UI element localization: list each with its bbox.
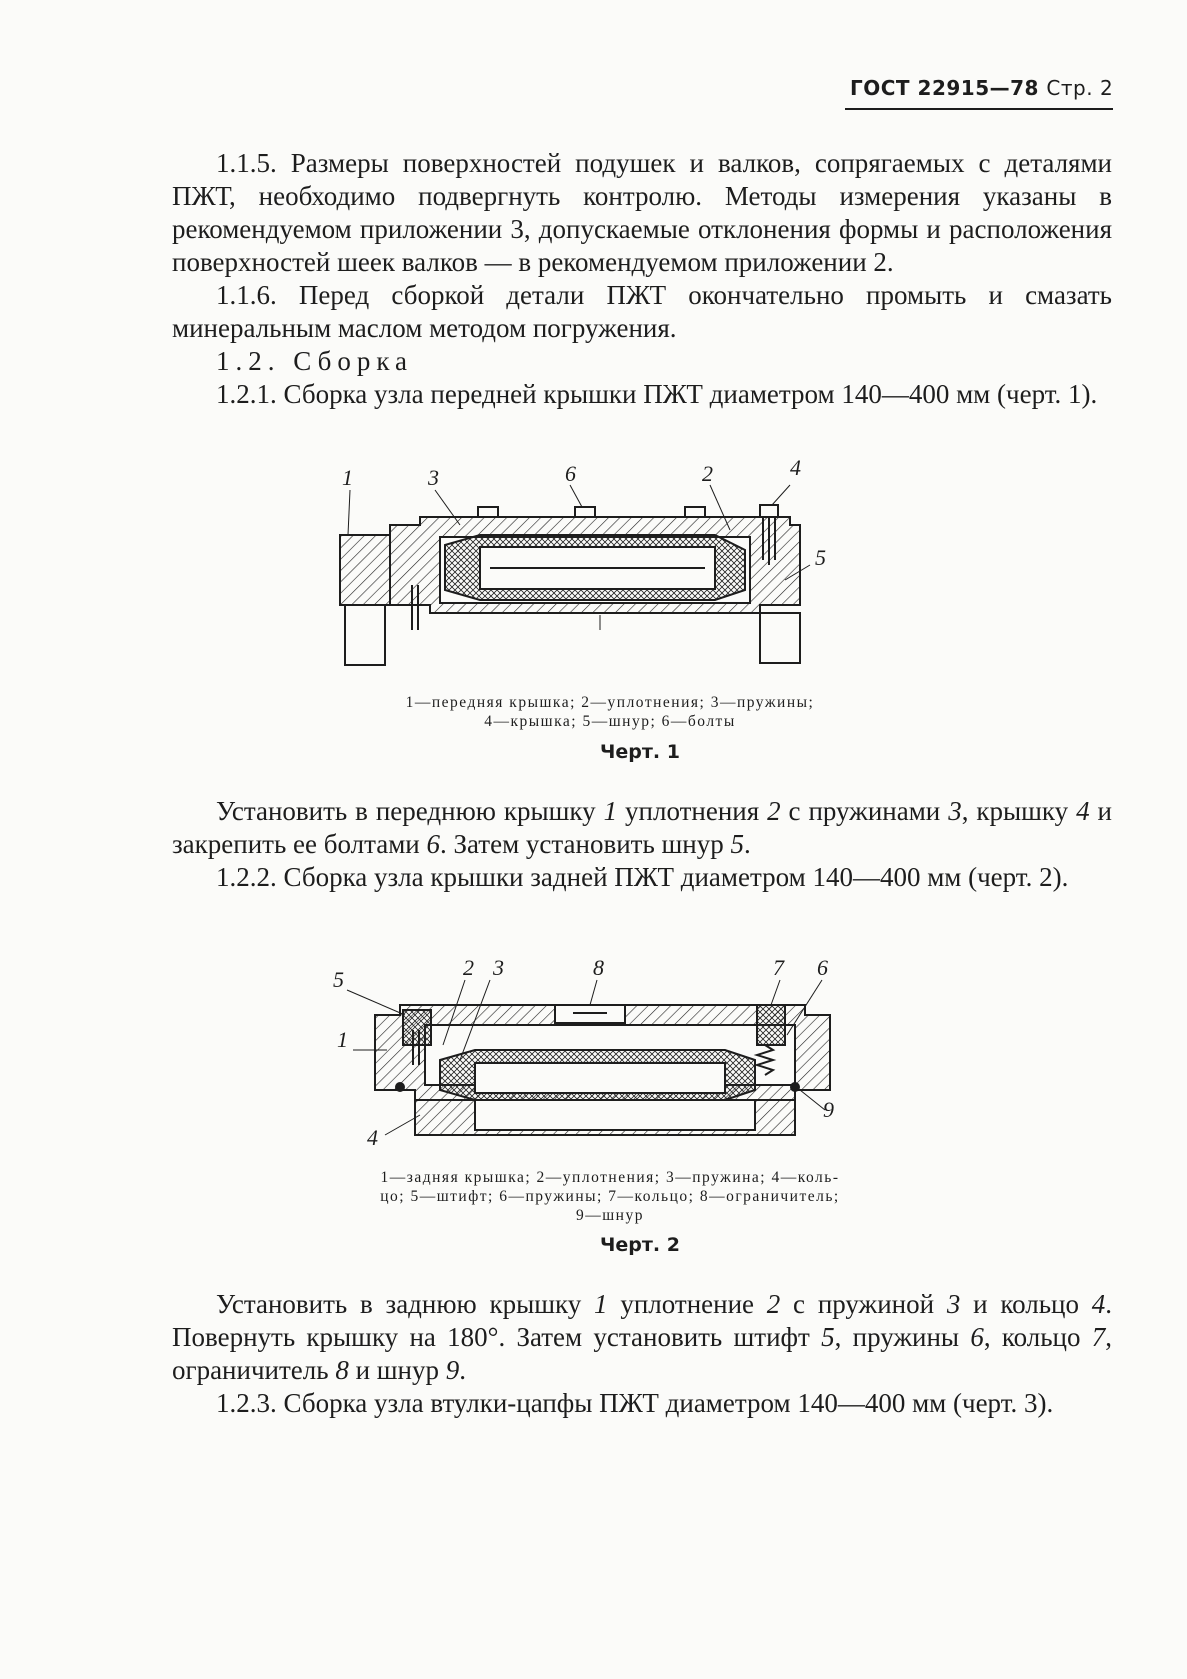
paragraph-1-1-6: 1.1.6. Перед сборкой детали ПЖТ окончательно промыть и смазать минеральным маслом методом погружения.: [172, 280, 1112, 343]
paragraph-1-1-5: 1.1.5. Размеры поверхностей подушек и валков, сопрягаемых с деталями ПЖТ, необходимо подвергнуть контролю. Методы измерения указаны в рекомендуемом приложении 3, допускаемые отклонения формы и расположения поверхностей шеек валков — в рекомендуемом приложении 2.: [172, 148, 1112, 277]
figure-1-caption-line2: 4—крышка; 5—шнур; 6—болты: [484, 713, 736, 730]
paragraph-1-2-3: 1.2.3. Сборка узла втулки-цапфы ПЖТ диаметром 140—400 мм (черт. 3).: [216, 1388, 1054, 1418]
fig2-callout-2: 2: [463, 955, 474, 980]
page-header: [850, 76, 1112, 100]
figure-1-drawing: [320, 455, 880, 675]
paragraph-1-2-1: 1.2.1. Сборка узла передней крышки ПЖТ диаметром 140—400 мм (черт. 1).: [216, 379, 1098, 409]
figure-2-svg: [325, 955, 905, 1155]
paragraph-1-2-2: 1.2.2. Сборка узла крышки задней ПЖТ диаметром 140—400 мм (черт. 2).: [216, 862, 1069, 892]
figure-1-caption: [330, 693, 890, 731]
fig1-callout-1: 1: [342, 465, 353, 490]
fig1-callout-2: 2: [702, 461, 713, 486]
fig2-callout-5: 5: [333, 967, 344, 992]
figure-2-drawing: [325, 955, 905, 1155]
fig2-callout-8: 8: [593, 955, 604, 980]
fig1-callout-5: 5: [815, 545, 826, 570]
page-number: Стр. 2: [1046, 76, 1114, 100]
fig1-callout-3: 3: [428, 465, 439, 490]
paragraph-fig1-instructions: Установить в переднюю крышку 1 уплотнения 2 с пружинами 3, крышку 4 и закрепить ее болтами 6. Затем установить шнур 5.: [172, 796, 1112, 859]
fig2-callout-1: 1: [337, 1027, 348, 1052]
fig2-callout-3: 3: [493, 955, 504, 980]
fig2-callout-9: 9: [823, 1097, 834, 1122]
fig1-callout-6: 6: [565, 461, 576, 486]
figure-2-title: Черт. 2: [600, 1234, 680, 1256]
section-heading-assembly: 1.2. Сборка: [216, 346, 414, 376]
figure-2-caption-line1: 1—задняя крышка; 2—уплотнения; 3—пружина; 4—коль-: [380, 1169, 840, 1186]
standard-number: ГОСТ 22915—78: [850, 76, 1039, 100]
figure-2-caption-line3: 9—шнур: [576, 1207, 644, 1224]
fig2-callout-6: 6: [817, 955, 828, 980]
figure-1-svg: [320, 455, 880, 675]
figure-1-caption-line1: 1—передняя крышка; 2—уплотнения; 3—пружины;: [405, 694, 815, 711]
fig2-callout-4: 4: [367, 1125, 378, 1150]
fig1-callout-4: 4: [790, 455, 801, 480]
figure-2-caption: [310, 1168, 910, 1225]
header-rule: [845, 108, 1113, 110]
fig2-callout-7: 7: [773, 955, 784, 980]
figure-1-title: Черт. 1: [600, 741, 680, 763]
paragraph-fig2-instructions: Установить в заднюю крышку 1 уплотнение 2 с пружиной 3 и кольцо 4. Повернуть крышку на 180°. Затем установить штифт 5, пружины 6, кольцо 7, ограничитель 8 и шнур 9.: [172, 1289, 1112, 1385]
figure-2-caption-line2: цо; 5—штифт; 6—пружины; 7—кольцо; 8—ограничитель;: [380, 1188, 840, 1205]
